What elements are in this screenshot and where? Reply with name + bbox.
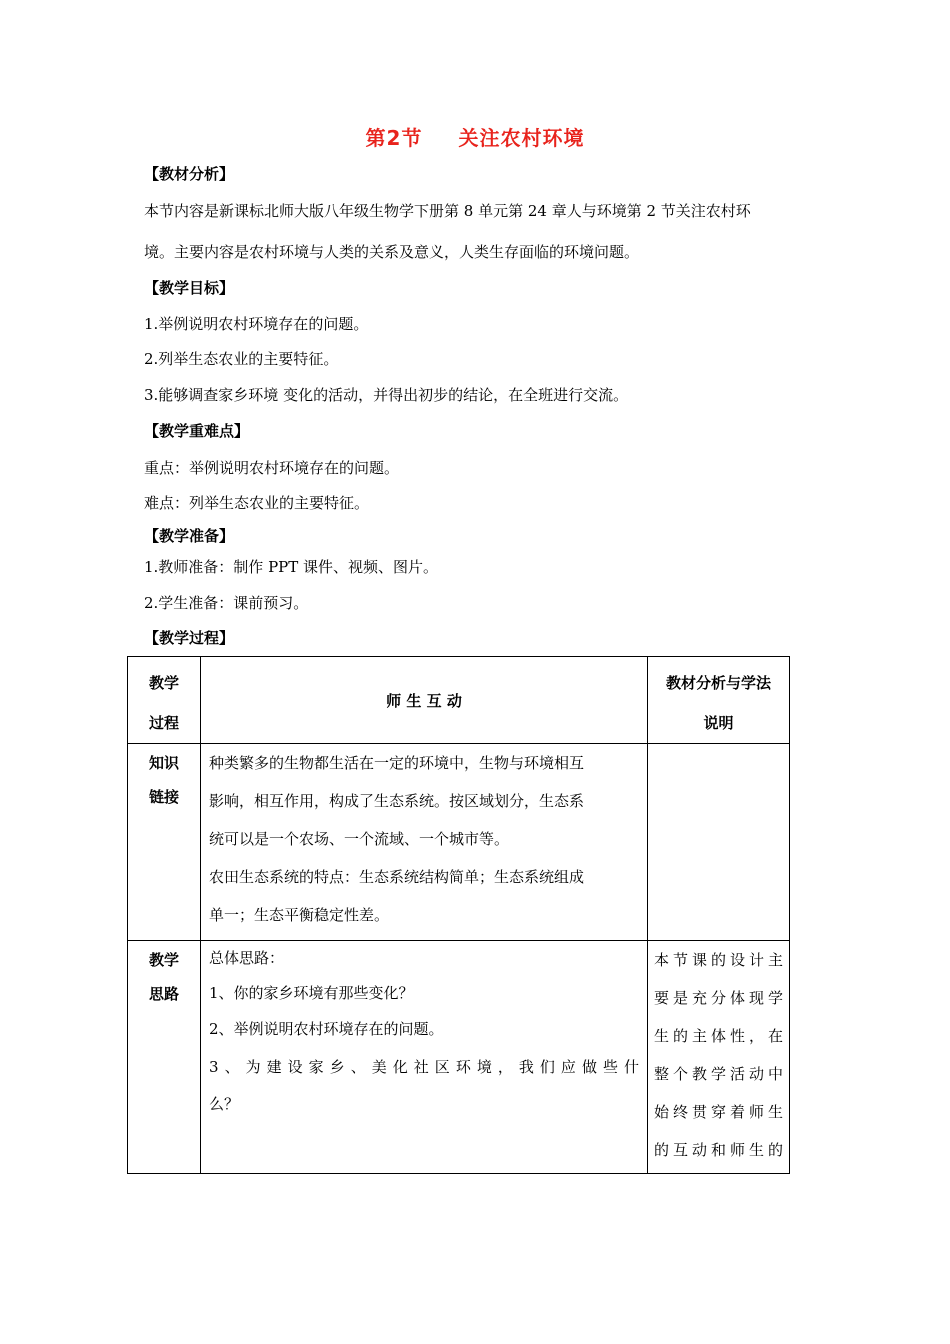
row-label-line-1: 知识 [148, 754, 179, 772]
content-line: 么？ [209, 1095, 240, 1113]
content-line: 3、为建设家乡、美化社区环境，我们应做些什 [209, 1058, 639, 1076]
header-process-line-2: 过程 [148, 714, 179, 732]
header-notes-line-2: 说明 [703, 714, 734, 732]
content-line: 总体思路： [209, 949, 285, 967]
difficult-point: 难点：列举生态农业的主要特征。 [144, 494, 370, 512]
row-note-approach [648, 941, 790, 1174]
page-title [0, 122, 950, 151]
prep-student: 2.学生准备：课前预习。 [144, 594, 309, 612]
header-notes-line-1: 教材分析与学法 [665, 674, 771, 692]
table-header-row [128, 657, 790, 744]
process-table [127, 656, 790, 1174]
title-section: 第2节 [365, 126, 423, 150]
goal-item-3: 3.能够调查家乡环境 变化的活动，并得出初步的结论，在全班进行交流。 [144, 386, 629, 404]
prep-teacher: 1.教师准备：制作 PPT 课件、视频、图片。 [144, 558, 439, 576]
note-line: 的互动和师生的 [654, 1141, 783, 1159]
key-point: 重点：举例说明农村环境存在的问题。 [144, 459, 400, 477]
prep-heading: 【教学准备】 [144, 527, 235, 545]
header-interaction: 师 生 互 动 [201, 657, 648, 744]
content-line: 统可以是一个农场、一个流域、一个城市等。 [209, 830, 510, 848]
header-process-line-1: 教学 [148, 674, 179, 692]
keypoints-heading: 【教学重难点】 [144, 422, 250, 440]
goal-item-1: 1.举例说明农村环境存在的问题。 [144, 315, 369, 333]
analysis-line-2: 境。主要内容是农村环境与人类的关系及意义，人类生存面临的环境问题。 [144, 243, 640, 261]
content-line: 2、举例说明农村环境存在的问题。 [209, 1020, 444, 1038]
row-content-knowledge [201, 744, 648, 941]
row-label-line-2: 思路 [148, 985, 179, 1003]
note-line: 始终贯穿着师生 [654, 1103, 783, 1121]
goals-heading: 【教学目标】 [144, 279, 235, 297]
content-line: 种类繁多的生物都生活在一定的环境中，生物与环境相互 [209, 754, 585, 772]
content-line: 单一；生态平衡稳定性差。 [209, 906, 390, 924]
note-line: 本节课的设计主 [654, 951, 783, 969]
row-content-approach [201, 941, 648, 1174]
row-label-approach [128, 941, 201, 1174]
process-heading: 【教学过程】 [144, 629, 235, 647]
table-row [128, 941, 790, 1174]
header-process [128, 657, 201, 744]
analysis-heading: 【教材分析】 [144, 165, 235, 183]
goal-item-2: 2.列举生态农业的主要特征。 [144, 350, 339, 368]
table-row [128, 744, 790, 941]
header-notes [648, 657, 790, 744]
row-label-knowledge [128, 744, 201, 941]
content-line: 1、你的家乡环境有那些变化？ [209, 984, 414, 1002]
note-line: 整个教学活动中 [654, 1065, 783, 1083]
analysis-line-1: 本节内容是新课标北师大版八年级生物学下册第 8 单元第 24 章人与环境第 2 节关注农村环 [144, 202, 751, 220]
title-name: 关注农村环境 [458, 126, 585, 150]
row-label-line-1: 教学 [148, 951, 179, 969]
note-line: 生的主体性，在 [654, 1027, 783, 1045]
row-label-line-2: 链接 [148, 788, 179, 806]
content-line: 影响，相互作用，构成了生态系统。按区域划分，生态系 [209, 792, 585, 810]
content-line: 农田生态系统的特点：生态系统结构简单；生态系统组成 [209, 868, 585, 886]
row-note-knowledge [648, 744, 790, 941]
note-line: 要是充分体现学 [654, 989, 783, 1007]
